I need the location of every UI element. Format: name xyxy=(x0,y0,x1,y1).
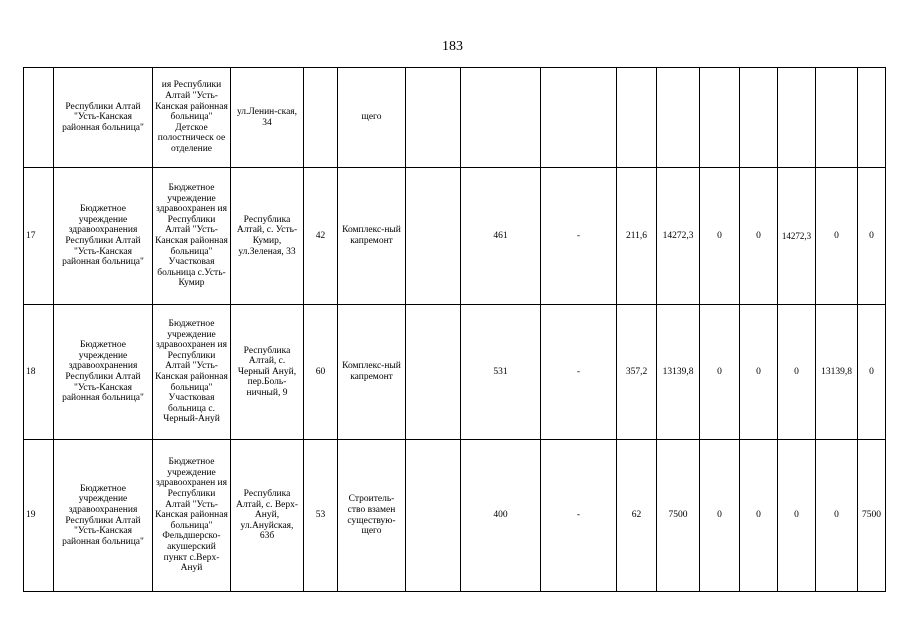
cell-c16: 7500 xyxy=(858,440,886,592)
cell-c15: 13139,8 xyxy=(816,305,858,440)
cell-c11: 14272,3 xyxy=(657,168,700,305)
cell-c11: 7500 xyxy=(657,440,700,592)
cell-c14: 0 xyxy=(778,440,816,592)
cell-empty xyxy=(858,68,886,168)
cell-c9: - xyxy=(541,168,617,305)
table-row xyxy=(24,168,886,305)
cell-capacity: 60 xyxy=(304,305,338,440)
cell-c9: - xyxy=(541,305,617,440)
cell-c7 xyxy=(406,168,461,305)
cell-num xyxy=(24,68,54,168)
cell-address: Республика Алтай, с. Усть-Кумир, ул.Зеленая, 33 xyxy=(231,168,304,305)
cell-c16: 0 xyxy=(858,305,886,440)
cell-capacity: 42 xyxy=(304,168,338,305)
cell-c13: 0 xyxy=(740,305,778,440)
cell-institution: Бюджетное учреждение здравоохранения Республики Алтай "Усть-Канская районная больница" xyxy=(54,305,153,440)
cell-work-type: Комплекс-ный капремонт xyxy=(338,305,406,440)
cell-c7 xyxy=(406,305,461,440)
page-number: 183 xyxy=(442,39,463,54)
cell-c7 xyxy=(406,440,461,592)
cell-address: ул.Ленин-ская, 34 xyxy=(231,68,304,168)
table-row xyxy=(24,68,886,168)
cell-c14: 14272,3 xyxy=(778,168,816,305)
cell-work-type: Строитель-ство взамен существую-щего xyxy=(338,440,406,592)
cell-c14: 0 xyxy=(778,305,816,440)
cell-c12: 0 xyxy=(700,168,740,305)
cell-c8: 400 xyxy=(461,440,541,592)
cell-empty xyxy=(657,68,700,168)
cell-num: 19 xyxy=(24,440,54,592)
cell-work-type: щего xyxy=(338,68,406,168)
cell-num: 17 xyxy=(24,168,54,305)
cell-institution: Бюджетное учреждение здравоохранения Республики Алтай "Усть-Канская районная больница" xyxy=(54,168,153,305)
cell-institution: Республики Алтай "Усть-Канская районная больница" xyxy=(54,68,153,168)
cell-empty xyxy=(778,68,816,168)
cell-c13: 0 xyxy=(740,440,778,592)
cell-c8: 531 xyxy=(461,305,541,440)
cell-c9: - xyxy=(541,440,617,592)
cell-empty xyxy=(406,68,461,168)
cell-empty xyxy=(816,68,858,168)
cell-empty xyxy=(740,68,778,168)
cell-empty xyxy=(700,68,740,168)
cell-empty xyxy=(617,68,657,168)
cell-num: 18 xyxy=(24,305,54,440)
cell-capacity xyxy=(304,68,338,168)
capital-repair-table xyxy=(23,67,886,592)
table-row xyxy=(24,305,886,440)
cell-object: Бюджетное учреждение здравоохранен ия Республики Алтай "Усть-Канская районная больница" Фельдшерско-акушерский пункт с.Верх-Ануй xyxy=(153,440,231,592)
cell-address: Республика Алтай, с. Верх-Ануй, ул.Ануйская, 63б xyxy=(231,440,304,592)
cell-empty xyxy=(461,68,541,168)
cell-address: Республика Алтай, с. Черный Ануй, пер.Боль-ничный, 9 xyxy=(231,305,304,440)
cell-object: ия Республики Алтай "Усть-Канская районная больница" Детское полостническ ое отделение xyxy=(153,68,231,168)
cell-object: Бюджетное учреждение здравоохранен ия Республики Алтай "Усть-Канская районная больница" Участковая больница с.Усть-Кумир xyxy=(153,168,231,305)
cell-c11: 13139,8 xyxy=(657,305,700,440)
cell-capacity: 53 xyxy=(304,440,338,592)
cell-c8: 461 xyxy=(461,168,541,305)
cell-empty xyxy=(541,68,617,168)
cell-c10: 62 xyxy=(617,440,657,592)
cell-object: Бюджетное учреждение здравоохранен ия Республики Алтай "Усть-Канская районная больница" Участковая больница с. Черный-Ануй xyxy=(153,305,231,440)
cell-c10: 211,6 xyxy=(617,168,657,305)
cell-work-type: Комплекс-ный капремонт xyxy=(338,168,406,305)
table-row xyxy=(24,440,886,592)
cell-c13: 0 xyxy=(740,168,778,305)
cell-institution: Бюджетное учреждение здравоохранения Республики Алтай "Усть-Канская районная больница" xyxy=(54,440,153,592)
cell-c10: 357,2 xyxy=(617,305,657,440)
cell-c16: 0 xyxy=(858,168,886,305)
cell-c12: 0 xyxy=(700,305,740,440)
cell-c15: 0 xyxy=(816,168,858,305)
cell-c12: 0 xyxy=(700,440,740,592)
cell-c15: 0 xyxy=(816,440,858,592)
